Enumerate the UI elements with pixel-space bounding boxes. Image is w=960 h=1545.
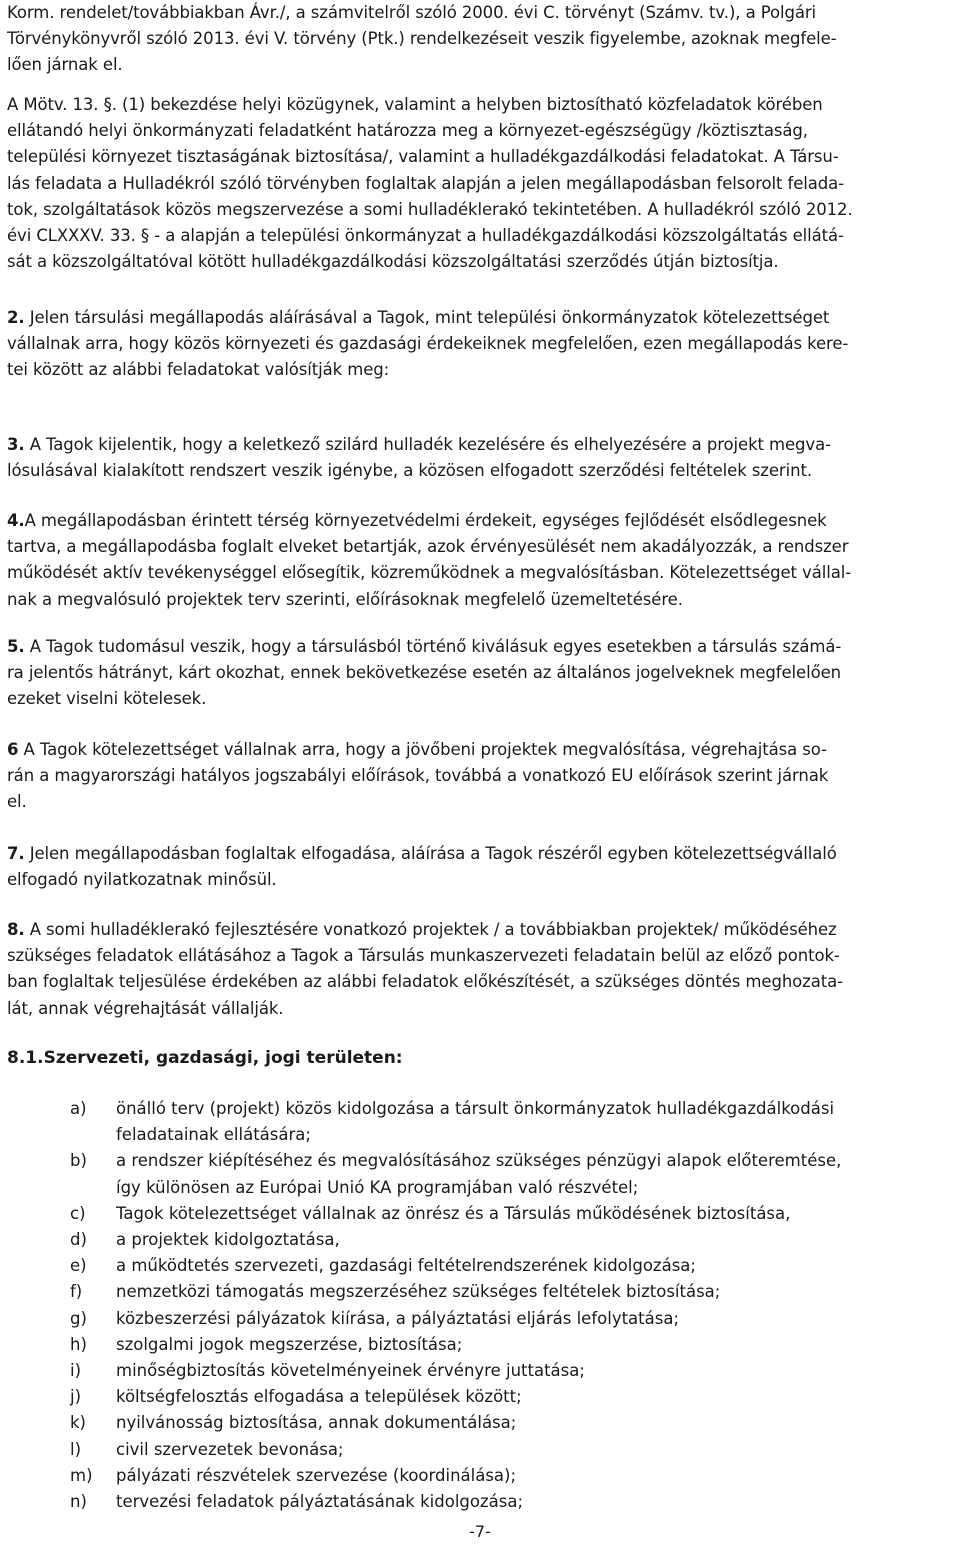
- list-item-text: költségfelosztás elfogadása a települések között;: [116, 1387, 522, 1407]
- list-item-label: f): [70, 1282, 83, 1302]
- list-item: [70, 1437, 955, 1463]
- list-item: [70, 1358, 955, 1384]
- list-item: [70, 1279, 955, 1305]
- list-item-label: e): [70, 1256, 87, 1276]
- list-item-text: a projektek kidolgoztatása,: [116, 1230, 340, 1250]
- list-item: [70, 1148, 955, 1200]
- list-item-label: m): [70, 1465, 93, 1485]
- list-item-label: k): [70, 1413, 86, 1433]
- list-item-label: n): [70, 1492, 87, 1512]
- list-item-text: közbeszerzési pályázatok kiírása, a pályáztatási eljárás lefolytatása;: [116, 1308, 680, 1328]
- list-item-text: a működtetés szervezeti, gazdasági feltételrendszerének kidolgozása;: [116, 1256, 696, 1276]
- paragraph-5-number: 5.: [7, 637, 25, 656]
- paragraph-7: [7, 841, 837, 893]
- paragraph-7-text: Jelen megállapodásban foglaltak elfogadása, aláírása a Tagok részéről egyben kötelezettségvállaló elfogadó nyilatkozatnak minősül.: [7, 844, 837, 890]
- paragraph-8: [7, 917, 843, 1022]
- paragraph-8-text: A somi hulladéklerakó fejlesztésére vonatkozó projektek / a továbbiakban projektek/ működéséhez szükséges feladatok ellátásához a Tagok a Társulás munkaszervezeti feladatain belül az előző pontok- ban foglaltak teljesülése érdekében az alábbi feladatok előkészítését, a szükséges döntés meghozata- lát, annak végrehajtását vállalják.: [7, 920, 843, 1018]
- intro-paragraph: Korm. rendelet/továbbiakban Ávr./, a számvitelről szóló 2000. évi C. törvényt (Számv. tv.), a Polgári Törvénykönyvről szóló 2013. évi V. törvény (Ptk.) rendelkezéseit veszik figyelembe, azoknak megfele- lően járnak el.: [7, 3, 837, 75]
- paragraph-2: [7, 305, 848, 384]
- paragraph-7-number: 7.: [7, 844, 25, 863]
- list-item-label: c): [70, 1203, 86, 1223]
- page-number: -7-: [469, 1522, 491, 1541]
- list-item-label: g): [70, 1308, 87, 1328]
- paragraph-3-number: 3.: [7, 435, 25, 454]
- list-item-text: önálló terv (projekt) közös kidolgozása a társult önkormányzatok hulladékgazdálkodási feladatainak ellátására;: [116, 1099, 835, 1145]
- list-item-text: civil szervezetek bevonása;: [116, 1439, 344, 1459]
- motv-paragraph: A Mötv. 13. §. (1) bekezdése helyi közügynek, valamint a helyben biztosítható közfeladatok körében ellátandó helyi önkormányzati feladatként határozza meg a környezet-egészségügy /köztisztaság, települési környezet tisztaságának biztosítása/, valamint a hulladékgazdálkodási feladatokat. A Társu- lás feladata a Hulladékról szóló törvényben foglaltak alapján a jelen megállapodásban felsorolt felada- tok, szolgáltatások közös megszervezése a somi hulladéklerakó tekintetében. A hulladékról szóló 2012. évi CLXXXV. 33. § - a alapján a települési önkormányzat a hulladékgazdálkodási közszolgáltatás ellátá- sát a közszolgáltatóval kötött hulladékgazdálkodási közszolgáltatási szerződés útján biztosítja.: [7, 95, 853, 272]
- paragraph-3-text: A Tagok kijelentik, hogy a keletkező szilárd hulladék kezelésére és elhelyezésére a projekt megva- lósulásával kialakított rendszert veszik igénybe, a közösen elfogadott szerződési feltételek szerint.: [7, 435, 831, 481]
- paragraph-6-text: A Tagok kötelezettséget vállalnak arra, hogy a jövőbeni projektek megvalósítása, végrehajtása so- rán a magyarországi hatályos jogszabályi előírások, továbbá a vonatkozó EU előírások szerint járnak el.: [7, 740, 829, 812]
- list-item-text: pályázati részvételek szervezése (koordinálása);: [116, 1465, 517, 1485]
- list-item: [70, 1253, 955, 1279]
- list-item-text: tervezési feladatok pályáztatásának kidolgozása;: [116, 1492, 524, 1512]
- section-heading-8-1: 8.1.Szervezeti, gazdasági, jogi területen:: [7, 1048, 403, 1068]
- paragraph-2-text: Jelen társulási megállapodás aláírásával a Tagok, mint települési önkormányzatok kötelezettséget vállalnak arra, hogy közös környezeti és gazdasági érdekeiknek megfelelően, ezen megállapodás kere- tei között az alábbi feladatokat valósítják meg:: [7, 308, 849, 380]
- list-item: [70, 1384, 955, 1410]
- list-item-label: i): [70, 1361, 82, 1381]
- list-item: [70, 1463, 955, 1489]
- paragraph-3: [7, 432, 831, 484]
- list-item: [70, 1332, 955, 1358]
- paragraph-2-number: 2.: [7, 308, 25, 327]
- task-list: [70, 1096, 955, 1515]
- paragraph-4: [7, 508, 851, 613]
- list-item-label: h): [70, 1334, 87, 1354]
- list-item: [70, 1306, 955, 1332]
- list-item: [70, 1096, 955, 1148]
- list-item-text: szolgalmi jogok megszerzése, biztosítása;: [116, 1334, 463, 1354]
- list-item-text: nemzetközi támogatás megszerzéséhez szükséges feltételek biztosítása;: [116, 1282, 721, 1302]
- paragraph-4-number: 4.: [7, 511, 25, 530]
- list-item-label: d): [70, 1230, 87, 1250]
- list-item-label: l): [70, 1439, 82, 1459]
- list-item: [70, 1201, 955, 1227]
- paragraph-6: [7, 737, 828, 816]
- list-item-label: a): [70, 1099, 87, 1118]
- list-item-label: b): [70, 1151, 87, 1171]
- paragraph-6-number: 6: [7, 740, 19, 759]
- paragraph-8-number: 8.: [7, 920, 25, 939]
- list-item-text: minőségbiztosítás követelményeinek érvényre juttatása;: [116, 1361, 585, 1381]
- list-item-text: a rendszer kiépítéséhez és megvalósításához szükséges pénzügyi alapok előteremtése, így különösen az Európai Unió KA programjában való részvétel;: [116, 1151, 842, 1197]
- paragraph-5-text: A Tagok tudomásul veszik, hogy a társulásból történő kiválásuk egyes esetekben a társulás számá- ra jelentős hátrányt, kárt okozhat, ennek bekövetkezése esetén az általános jogelveknek megfelelően ezeket viselni kötelesek.: [7, 637, 842, 709]
- list-item-text: nyilvánosság biztosítása, annak dokumentálása;: [116, 1413, 517, 1433]
- list-item: [70, 1227, 955, 1253]
- list-item-text: Tagok kötelezettséget vállalnak az önrész és a Társulás működésének biztosítása,: [116, 1203, 791, 1223]
- list-item-label: j): [70, 1387, 82, 1407]
- list-item: [70, 1410, 955, 1436]
- list-item: [70, 1489, 955, 1515]
- paragraph-5: [7, 634, 841, 713]
- paragraph-4-text: A megállapodásban érintett térség környezetvédelmi érdekeit, egységes fejlődését elsődlegesnek tartva, a megállapodásba foglalt elveket betartják, azok érvényesülését nem akadályozzák, a rendszer működését aktív tevékenységgel elősegítik, közreműködnek a megvalósításban. Kötelezettséget vállal- nak a megvalósuló projektek terv szerinti, előírásoknak megfelelő üzemeltetésére.: [7, 511, 852, 609]
